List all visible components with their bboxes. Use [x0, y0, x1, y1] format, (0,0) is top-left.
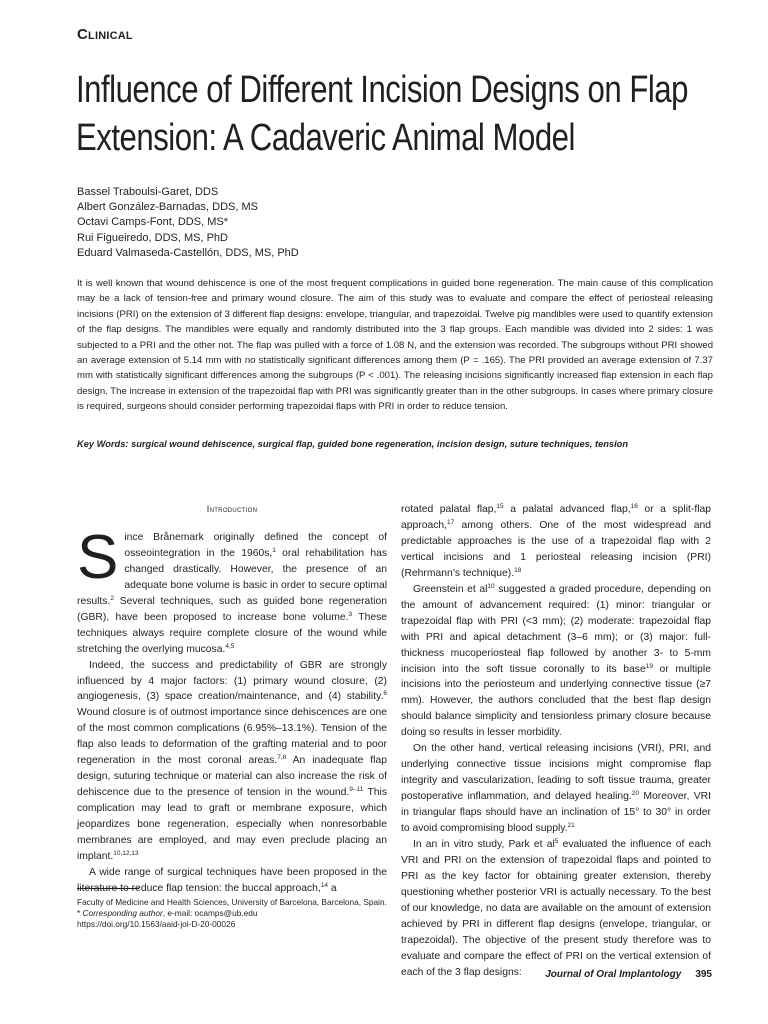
author: Octavi Camps-Font, DDS, MS* — [77, 216, 228, 229]
author: Eduard Valmaseda-Castellón, DDS, MS, PhD — [77, 246, 299, 259]
affiliation-note: Faculty of Medicine and Health Sciences, University of Barcelona, Barcelona, Spain. — [77, 897, 387, 907]
journal-name: Journal of Oral Implantology — [545, 969, 682, 980]
page-footer — [545, 969, 712, 980]
footnotes — [77, 897, 387, 931]
abstract: It is well known that wound dehiscence is one of the most frequent complications in guided bone regeneration. The main cause of this complication may be a lack of tension-free and primary wound closure. The aim of this study was to evaluate and compare the effect of periosteal releasing incisions (PRI) on the extension of 3 different flap designs: envelope, triangular, and trapezoidal. Twelve pig mandibles were used to quantify extension of the flap designs. The mandibles were equally and randomly distributed into the 3 flap groups. Each mandible was divided into 2 sides: 1 was subjected to a PRI and the other not. The flap was pulled with a force of 1.08 N, and the extension was recorded. The subgroups without PRI showed an average extension of 5.14 mm with no statistically significant differences among them (P = .165). The PRI provided an average extension of 7.37 mm with statistically significant differences among the subgroups (P < .001). The releasing incisions significantly increased flap extension in each flap design. The increase in extension of the trapezoidal flap with PRI was significantly greater than in the other subgroups. In cases where primary closure is required, surgeons should consider performing trapezoidal flaps with PRI in order to reduce tension. — [77, 278, 713, 413]
article-title: Influence of Different Incision Designs on Flap Extension: A Cadaveric Animal Model — [76, 69, 688, 159]
paragraph: Greenstein et $al^{10}$ suggested a graded procedure, depending on the amount of advancement required: (1) minor: triangular or trapezoidal flap with PRI (<3 mm); (2) moderate: trapezoidal flap with PRI and apical detachment (3–6 mm); or (3) major: full-thickness mucoperiosteal flap followed by another 3- to 5-mm incision into the soft tissue coronally to its base$^{19}$ or multiple incisions into the periosteum and underlying connective tissue (≥7 mm). However, the authors concluded that the best flap design should balance simplicity and tensionless primary closure because doing so results in lesser morbidity. — [401, 582, 711, 739]
author: Albert González-Barnadas, DDS, MS — [77, 201, 258, 214]
author-list — [77, 185, 299, 261]
right-column — [401, 502, 711, 981]
corresponding-author-note: * Corresponding author, e-mail: ocamps@ub.edu — [77, 908, 258, 919]
paragraph: In an in vitro study, Park et $al^5$ evaluated the influence of each VRI and PRI on the extension of trapezoidal flaps and pointed to PRI as the key factor for obtaining greater extension, thereby questioning whether posterior VRI is actually necessary. To the best of our knowledge, no data are available on the amount of extension achieved by PRI in different flap designs (envelope, triangular, or trapezoidal). The objective of the present study therefore was to evaluate and compare the effect of PRI on the vertical extension of each of the 3 flap designs: — [401, 838, 711, 978]
paragraph: A wide range of surgical techniques have been proposed in the literature to reduce flap tension: the buccal approach,$^{14}$ a — [77, 866, 387, 894]
section-heading: Introduction — [206, 504, 258, 514]
paragraph: rotated palatal flap,$^{15}$ a palatal advanced flap,$^{16}$ or a split-flap approach,$^{17}$ among others. One of the most widespread and predictable approaches is the use of a trapezoidal flap with 2 vertical incisions and 1 periosteal releasing incision (PRI) (Rehrmann’s technique).$^{18}$ — [401, 503, 712, 579]
doi-link[interactable]: https://doi.org/10.1563/aaid-joi-D-20-00026 — [77, 919, 236, 930]
paragraph: On the other hand, vertical releasing incisions (VRI), PRI, and underlying connective tissue incisions might compromise flap integrity and vascularization, leading to soft tissue trauma, greater postoperative inflammation, and delayed healing.$^{20}$ Moreover, VRI in triangular flaps should have an inclination of 15° to 30° in order to avoid compromising blood supply.$^{21}$ — [401, 743, 711, 835]
left-column — [77, 502, 387, 897]
footnote-divider — [77, 888, 139, 889]
drop-cap: S — [77, 522, 119, 592]
author: Bassel Traboulsi-Garet, DDS — [77, 186, 219, 198]
keywords: Key Words: surgical wound dehiscence, surgical flap, guided bone regeneration, incision design, suture techniques, tension — [77, 439, 629, 449]
paragraph: Since Brånemark originally defined the concept of osseointegration in the 1960s,$^1$ oral rehabilitation has changed drastically. However, the presence of an adequate bone volume is basic in order to secure optimal results.$^2$ Several techniques, such as guided bone regeneration (GBR), have been proposed to increase bone volume.$^3$ These techniques always require complete closure of the wound while stretching the overlying mucosa.$^{4,5}$ — [77, 522, 388, 655]
page-number: 395 — [695, 969, 712, 980]
author: Rui Figueiredo, DDS, MS, PhD — [77, 231, 228, 244]
section-label: Clinical — [77, 26, 133, 43]
paragraph: Indeed, the success and predictability of GBR are strongly influenced by 4 major factors: (1) primary wound closure, (2) angiogenesis, (3) space creation/maintenance, and (4) stability.$^6$ Wound closure is of outmost importance since dehiscences are one of the most common complications (6.95%–13.1%). Tension of the flap also leads to deformation of the grafting material and to poor regeneration in the most coronal areas.$^{7,8}$ An inadequate flap design, suturing technique or material can also increase the risk of dehiscence due to the presence of tension in the wound.$^{9-11}$ This complication may lead to graft or membrane exposure, which jeopardizes bone regeneration, especially when nonresorbable membranes are employed, and may even preclude placing an implant.$^{10,12,13}$ — [77, 659, 387, 863]
